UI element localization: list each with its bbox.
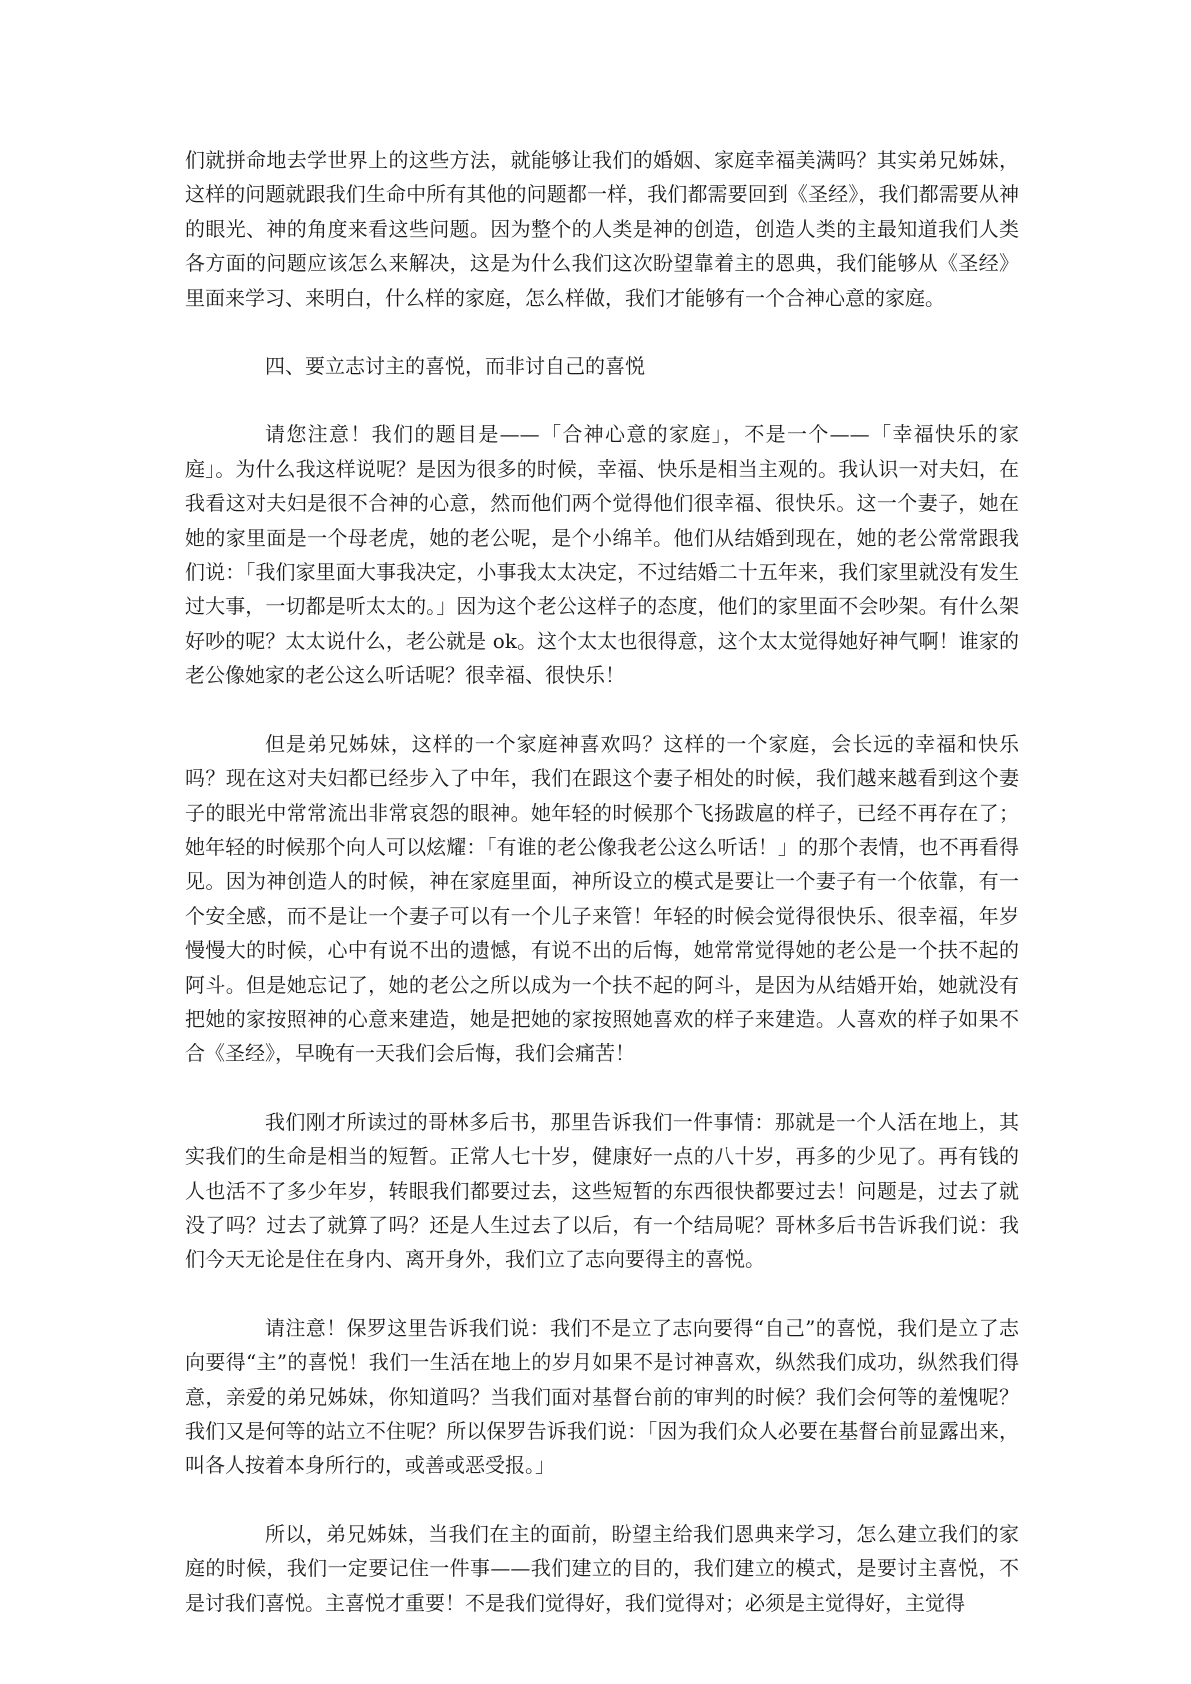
paragraph: 我们刚才所读过的哥林多后书，那里告诉我们一件事情：那就是一个人活在地上，其实我们的生命是相当的短暂。正常人七十岁，健康好一点的八十岁，再多的少见了。再有钱的人也活不了多少年岁，转眼我们都要过去，这些短暂的东西很快都要过去！问题是，过去了就没了吗？过去了就算了吗？还是人生过去了以后，有一个结局呢？哥林多后书告诉我们说：我们今天无论是住在身内、离开身外，我们立了志向要得主的喜悦。	[185, 1109, 1019, 1272]
paragraph-continuation: 们就拼命地去学世界上的这些方法，就能够让我们的婚姻、家庭幸福美满吗？其实弟兄姊妹，这样的问题就跟我们生命中所有其他的问题都一样，我们都需要回到《圣经》，我们都需要从神的眼光、神的角度来看这些问题。因为整个的人类是神的创造，创造人类的主最知道我们人类各方面的问题应该怎么来解决，这是为什么我们这次盼望靠着主的恩典，我们能够从《圣经》里面来学习、来明白，什么样的家庭，怎么样做，我们才能够有一个合神心意的家庭。	[185, 148, 1019, 310]
document-page	[185, 143, 1019, 1654]
paragraph: 请您注意！我们的题目是——「合神心意的家庭」，不是一个——「幸福快乐的家庭」。为什么我这样说呢？是因为很多的时候，幸福、快乐是相当主观的。我认识一对夫妇，在我看这对夫妇是很不合神的心意，然而他们两个觉得他们很幸福、很快乐。这一个妻子，她在她的家里面是一个母老虎，她的老公呢，是个小绵羊。他们从结婚到现在，她的老公常常跟我们说：「我们家里面大事我决定，小事我太太决定，不过结婚二十五年来，我们家里就没有发生过大事，一切都是听太太的。」因为这个老公这样子的态度，他们的家里面不会吵架。有什么架好吵的呢？太太说什么，老公就是 ok。这个太太也很得意，这个太太觉得她好神气啊！谁家的老公像她家的老公这么听话呢？很幸福、很快乐！	[185, 422, 1019, 688]
paragraph: 但是弟兄姊妹，这样的一个家庭神喜欢吗？这样的一个家庭，会长远的幸福和快乐吗？现在这对夫妇都已经步入了中年，我们在跟这个妻子相处的时候，我们越来越看到这个妻子的眼光中常常流出非常哀怨的眼神。她年轻的时候那个飞扬跋扈的样子，已经不再存在了；她年轻的时候那个向人可以炫耀：「有谁的老公像我老公这么听话！」的那个表情，也不再看得见。因为神创造人的时候，神在家庭里面，神所设立的模式是要让一个妻子有一个依靠，有一个安全感，而不是让一个妻子可以有一个儿子来管！年轻的时候会觉得很快乐、很幸福，年岁慢慢大的时候，心中有说不出的遗憾，有说不出的后悔，她常常觉得她的老公是一个扶不起的阿斗。但是她忘记了，她的老公之所以成为一个扶不起的阿斗，是因为从结婚开始，她就没有把她的家按照神的心意来建造，她是把她的家按照她喜欢的样子来建造。人喜欢的样子如果不合《圣经》，早晚有一天我们会后悔，我们会痛苦！	[185, 731, 1019, 1066]
section-heading: 四、要立志讨主的喜悦，而非讨自己的喜悦	[265, 354, 645, 379]
paragraph: 请注意！保罗这里告诉我们说：我们不是立了志向要得“自己”的喜悦，我们是立了志向要得“主”的喜悦！我们一生活在地上的岁月如果不是讨神喜欢，纵然我们成功，纵然我们得意，亲爱的弟兄姊妹，你知道吗？当我们面对基督台前的审判的时候？我们会何等的羞愧呢？我们又是何等的站立不住呢？所以保罗告诉我们说：「因为我们众人必要在基督台前显露出来，叫各人按着本身所行的，或善或恶受报。」	[185, 1315, 1019, 1478]
paragraph: 所以，弟兄姊妹，当我们在主的面前，盼望主给我们恩典来学习，怎么建立我们的家庭的时候，我们一定要记住一件事——我们建立的目的，我们建立的模式，是要讨主喜悦，不是讨我们喜悦。主喜悦才重要！不是我们觉得好，我们觉得对；必须是主觉得好，主觉得	[185, 1521, 1019, 1615]
